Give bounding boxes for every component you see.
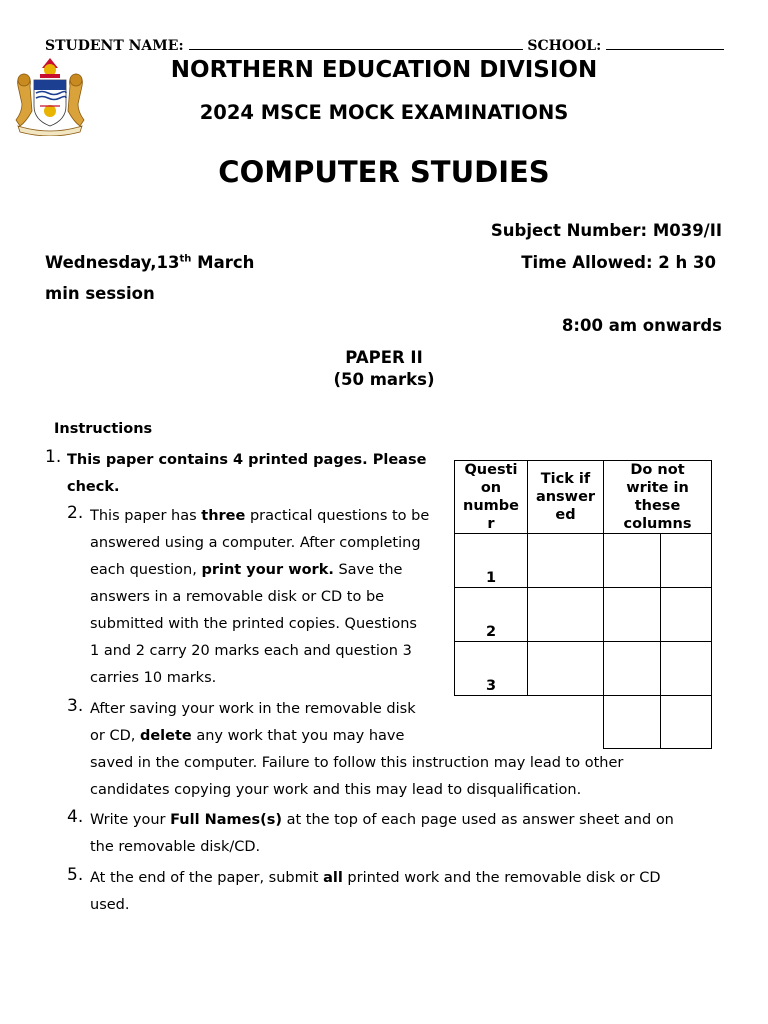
text-run: Write your <box>90 812 171 828</box>
paper-marks: (50 marks) <box>333 370 435 389</box>
table-row <box>455 642 712 696</box>
instruction-line <box>90 557 457 584</box>
session-text: min session <box>45 284 155 303</box>
header-line: write in <box>626 480 689 496</box>
instruction-number: 1. <box>45 447 62 467</box>
instruction-line: answered using a computer. After completing <box>90 535 421 551</box>
time-allowed: Time Allowed: 2 h 30 <box>521 253 716 272</box>
examiner-cell <box>661 642 712 696</box>
header-line: numbe <box>463 498 519 514</box>
subject-number: Subject Number: M039/II <box>490 221 722 240</box>
text-run: or CD, <box>90 728 140 744</box>
text-run: practical questions to be <box>245 508 430 524</box>
text-run: each question, <box>90 562 202 578</box>
division-title: NORTHERN EDUCATION DIVISION <box>170 57 598 83</box>
header-line: Do not <box>630 462 685 478</box>
bold-text: Full Names(s) <box>170 812 282 828</box>
exam-date-day: Wednesday,13 <box>45 253 180 272</box>
exam-date-month: March <box>191 253 255 272</box>
header-line: r <box>487 516 495 532</box>
spacer-cell <box>455 696 528 749</box>
examiner-columns-header <box>604 461 712 534</box>
instruction-line: After saving your work in the removable disk <box>90 701 416 717</box>
text-run: at the top of each page used as answer sheet and on <box>281 812 674 828</box>
header-line: columns <box>623 516 692 532</box>
instruction-number: 4. <box>67 807 84 827</box>
header-line: Tick if <box>540 471 591 487</box>
instruction-line: used. <box>90 897 130 913</box>
subject-title: COMPUTER STUDIES <box>218 155 550 189</box>
school-blank <box>606 37 724 50</box>
instruction-line: the removable disk/CD. <box>90 839 261 855</box>
bold-text: print your work. <box>201 562 334 578</box>
instruction-line: check. <box>67 479 120 495</box>
total-row <box>455 696 712 749</box>
instruction-number: 5. <box>67 865 84 885</box>
table-row <box>455 534 712 588</box>
question-number-header <box>455 461 528 534</box>
question-number-cell: 1 <box>455 534 528 588</box>
instruction-line <box>90 865 727 892</box>
paper-number: PAPER II <box>345 348 423 367</box>
tick-cell[interactable] <box>528 588 604 642</box>
marking-table <box>454 460 712 749</box>
text-run: any work that you may have <box>191 728 405 744</box>
examiner-total-cell <box>661 696 712 749</box>
tick-header <box>528 461 604 534</box>
table-row <box>455 588 712 642</box>
instruction-item-2 <box>67 503 457 692</box>
bold-text: delete <box>139 728 192 744</box>
instruction-line: saved in the computer. Failure to follow this instruction may lead to other <box>90 755 624 771</box>
exam-title: 2024 MSCE MOCK EXAMINATIONS <box>199 101 569 124</box>
text-run: At the end of the paper, submit <box>90 870 324 886</box>
question-number-cell: 3 <box>455 642 528 696</box>
examiner-cell <box>604 534 661 588</box>
header-line: ed <box>555 507 576 523</box>
examiner-cell <box>604 642 661 696</box>
student-name-line <box>45 37 724 54</box>
table-header-row <box>455 461 712 534</box>
instruction-line: candidates copying your work and this may lead to disqualification. <box>90 782 582 798</box>
question-number-cell: 2 <box>455 588 528 642</box>
start-time: 8:00 am onwards <box>561 316 722 335</box>
examiner-total-cell <box>604 696 661 749</box>
bold-text: all <box>323 870 343 886</box>
instruction-item-4 <box>67 807 727 861</box>
instruction-number: 2. <box>67 503 84 523</box>
examiner-cell <box>661 534 712 588</box>
bold-text: three <box>201 508 246 524</box>
school-label: SCHOOL: <box>527 38 602 54</box>
instruction-item-1 <box>45 447 465 501</box>
header-line: on <box>480 480 502 496</box>
tick-cell[interactable] <box>528 534 604 588</box>
instruction-number: 3. <box>67 696 84 716</box>
instruction-line <box>90 503 457 530</box>
tick-cell[interactable] <box>528 642 604 696</box>
examiner-cell <box>661 588 712 642</box>
header-line: these <box>634 498 681 514</box>
text-run: Save the <box>333 562 403 578</box>
header-line: Questi <box>464 462 518 478</box>
instruction-line: 1 and 2 carry 20 marks each and question 3 <box>90 643 412 659</box>
exam-date-suffix: th <box>179 253 192 265</box>
paper-heading <box>0 347 768 391</box>
student-name-label: STUDENT NAME: <box>45 38 184 54</box>
instruction-line: carries 10 marks. <box>90 670 217 686</box>
examiner-cell <box>604 588 661 642</box>
instruction-line <box>90 807 727 834</box>
instructions-heading: Instructions <box>54 421 153 437</box>
instruction-line: This paper contains 4 printed pages. Please <box>67 452 427 468</box>
exam-date <box>45 253 254 272</box>
text-run: printed work and the removable disk or CD <box>342 870 661 886</box>
instruction-line: answers in a removable disk or CD to be <box>90 589 385 605</box>
student-name-blank <box>189 37 523 50</box>
header-line: answer <box>535 489 596 505</box>
instruction-item-5 <box>67 865 727 919</box>
spacer-cell <box>528 696 604 749</box>
instruction-line: submitted with the printed copies. Questions <box>90 616 417 632</box>
text-run: This paper has <box>90 508 202 524</box>
